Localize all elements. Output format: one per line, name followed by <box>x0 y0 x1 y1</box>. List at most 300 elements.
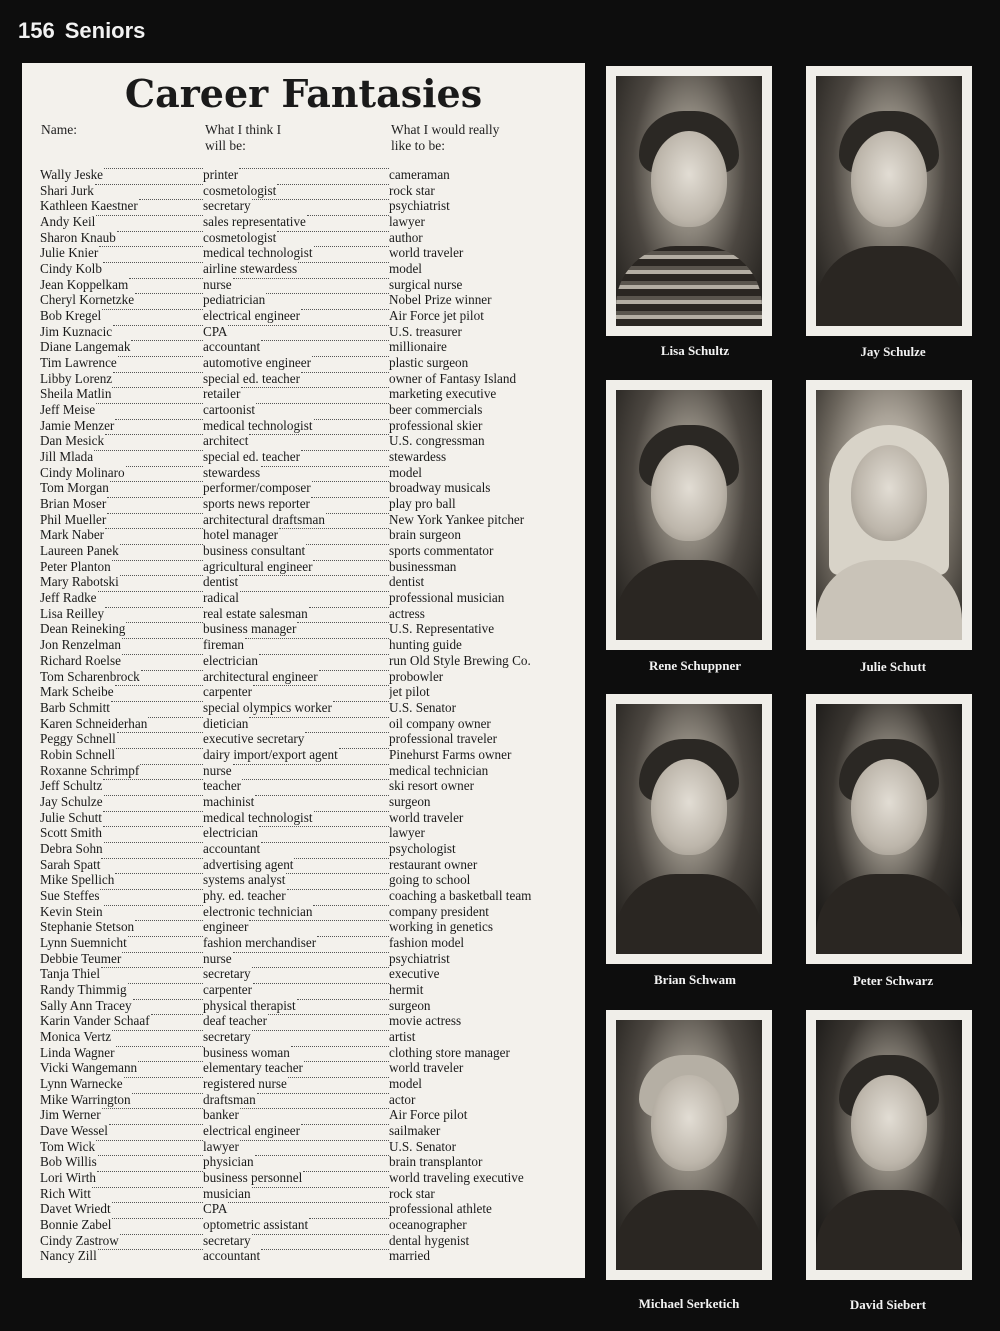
dream-career: actor <box>389 1091 416 1107</box>
dream-career: Air Force pilot <box>389 1107 468 1123</box>
student-name: Nancy Zill <box>40 1248 97 1264</box>
expected-career: carpenter <box>203 981 253 997</box>
student-name: Tom Wick <box>40 1138 96 1154</box>
dream-career: stewardess <box>389 449 447 465</box>
student-name: Randy Thimmig <box>40 981 127 997</box>
dream-career: married <box>389 1248 431 1264</box>
expected-career: accountant <box>203 1248 261 1264</box>
expected-career: pediatrician <box>203 292 266 308</box>
expected-career: electrical engineer <box>203 308 301 324</box>
list-item <box>40 778 580 794</box>
list-item <box>40 1201 580 1217</box>
dream-career: working in genetics <box>389 919 494 935</box>
list-item <box>40 402 580 418</box>
dream-career: clothing store manager <box>389 1044 510 1060</box>
list-item <box>40 1029 580 1045</box>
column-header-like: What I would really like to be: <box>391 122 500 153</box>
student-name: Barb Schmitt <box>40 699 110 715</box>
student-name: Tim Lawrence <box>40 355 117 371</box>
career-fantasies-panel <box>22 63 585 1278</box>
dream-career: ski resort owner <box>389 778 474 794</box>
expected-career: dietician <box>203 715 249 731</box>
portrait-caption: Julie Schutt <box>859 659 927 674</box>
student-name: Dean Reineking <box>40 621 126 637</box>
portrait-photo <box>606 66 772 336</box>
dream-career: professional traveler <box>389 731 498 747</box>
student-name: Karin Vander Schaaf <box>40 1013 150 1029</box>
dream-career: owner of Fantasy Island <box>389 370 517 386</box>
student-name: Tom Morgan <box>40 480 109 496</box>
list-item <box>40 418 580 434</box>
expected-career: secretary <box>203 198 251 214</box>
list-item <box>40 292 580 308</box>
student-name: Andy Keil <box>40 214 96 230</box>
student-name: Sheila Matlin <box>40 386 112 402</box>
dream-career: actress <box>389 605 425 621</box>
list-item <box>40 433 580 449</box>
dream-career: artist <box>389 1028 416 1044</box>
student-name: Julie Knier <box>40 245 99 261</box>
expected-career: retailer <box>203 386 241 402</box>
expected-career: draftsman <box>203 1091 256 1107</box>
student-name: Bonnie Zabel <box>40 1217 112 1233</box>
portrait-caption: Brian Schwam <box>654 972 736 987</box>
list-item <box>40 1170 580 1186</box>
student-name: Jim Kuznacic <box>40 323 113 339</box>
list-item <box>40 1217 580 1233</box>
expected-career: sports news reporter <box>203 496 310 512</box>
expected-career: phy. ed. teacher <box>203 887 286 903</box>
student-name: Sharon Knaub <box>40 229 116 245</box>
student-name: Mike Spellich <box>40 872 115 888</box>
expected-career: machinist <box>203 793 255 809</box>
expected-career: nurse <box>203 276 232 292</box>
dream-career: sailmaker <box>389 1122 441 1138</box>
list-item <box>40 935 580 951</box>
student-name: Jay Schulze <box>40 793 103 809</box>
expected-career: registered nurse <box>203 1075 287 1091</box>
student-name: Jamie Menzer <box>40 417 115 433</box>
student-name: Vicki Wangemann <box>40 1060 138 1076</box>
list-item <box>40 1076 580 1092</box>
list-item <box>40 1123 580 1139</box>
portrait-image <box>616 1020 762 1270</box>
portrait-photo <box>806 66 972 336</box>
dream-career: surgeon <box>389 793 431 809</box>
student-name: Lori Wirth <box>40 1170 96 1185</box>
portrait-caption: Peter Schwarz <box>852 973 934 988</box>
list-item <box>40 183 580 199</box>
expected-career: electrician <box>203 825 258 841</box>
portrait-image <box>616 76 762 326</box>
portrait-image <box>616 390 762 640</box>
expected-career: radical <box>203 590 239 606</box>
student-name: Jeff Meise <box>40 402 96 418</box>
student-name: Debbie Teumer <box>40 950 122 966</box>
list-item <box>40 339 580 355</box>
list-item <box>40 1013 580 1029</box>
student-name: Kevin Stein <box>40 903 103 919</box>
list-item <box>40 951 580 967</box>
expected-career: banker <box>203 1107 239 1123</box>
expected-career: fireman <box>203 637 245 653</box>
expected-career: electrical engineer <box>203 1122 301 1138</box>
portrait-photo <box>806 380 972 650</box>
dream-career: lawyer <box>389 214 425 230</box>
portrait-photo <box>806 694 972 964</box>
list-item <box>40 1092 580 1108</box>
list-item <box>40 637 580 653</box>
student-name: Wally Jeske <box>40 167 104 182</box>
student-name: Mary Rabotski <box>40 574 119 590</box>
expected-career: stewardess <box>203 464 261 480</box>
dream-career: model <box>389 1075 422 1091</box>
student-name: Robin Schnell <box>40 746 116 762</box>
list-item <box>40 825 580 841</box>
list-item <box>40 449 580 465</box>
list-item <box>40 496 580 512</box>
portrait-image <box>816 76 962 326</box>
expected-career: accountant <box>203 840 261 856</box>
dream-career: New York Yankee pitcher <box>389 511 525 527</box>
dream-career: fashion model <box>389 934 465 950</box>
list-item <box>40 684 580 700</box>
student-name: Mike Warrington <box>40 1091 131 1107</box>
list-item <box>40 1233 580 1249</box>
dream-career: rock star <box>389 182 435 198</box>
dream-career: U.S. Senator <box>389 699 457 715</box>
dream-career: psychiatrist <box>389 950 450 966</box>
list-item <box>40 810 580 826</box>
dream-career: businessman <box>389 558 457 574</box>
expected-career: secretary <box>203 1028 251 1044</box>
expected-career: architect <box>203 433 249 449</box>
dream-career: oceanographer <box>389 1217 467 1233</box>
student-name: Karen Schneiderhan <box>40 715 148 731</box>
list-item <box>40 966 580 982</box>
list-item <box>40 465 580 481</box>
expected-career: CPA <box>203 1201 228 1217</box>
expected-career: medical technologist <box>203 245 313 261</box>
dream-career: hunting guide <box>389 637 462 653</box>
list-item <box>40 308 580 324</box>
dream-career: beer commercials <box>389 402 483 418</box>
student-name: Brian Moser <box>40 496 107 512</box>
list-item <box>40 700 580 716</box>
expected-career: agricultural engineer <box>203 558 313 574</box>
dream-career: author <box>389 229 423 245</box>
portrait-caption: Michael Serketich <box>638 1296 740 1311</box>
expected-career: electrician <box>203 652 258 668</box>
expected-career: automotive engineer <box>203 355 312 371</box>
expected-career: systems analyst <box>203 872 286 888</box>
portrait-caption: David Siebert <box>849 1297 927 1312</box>
expected-career: business consultant <box>203 543 306 559</box>
list-item <box>40 621 580 637</box>
list-item <box>40 386 580 402</box>
dream-career: U.S. congressman <box>389 433 485 449</box>
student-name: Julie Schutt <box>40 809 102 825</box>
column-header-think: What I think I will be: <box>205 122 282 153</box>
student-name: Monica Vertz <box>40 1028 112 1044</box>
dream-career: surgeon <box>389 997 431 1013</box>
student-name: Davet Wriedt <box>40 1201 111 1217</box>
dream-career: coaching a basketball team <box>389 887 532 903</box>
student-name: Roxanne Schrimpf <box>40 762 140 778</box>
list-item <box>40 1154 580 1170</box>
student-name: Dave Wessel <box>40 1122 108 1138</box>
list-item <box>40 574 580 590</box>
student-name: Diane Langemak <box>40 339 131 355</box>
expected-career: nurse <box>203 950 232 966</box>
student-name: Kathleen Kaestner <box>40 198 138 214</box>
expected-career: airline stewardess <box>203 261 298 277</box>
section-title: Seniors <box>64 18 146 43</box>
student-name: Libby Lorenz <box>40 370 113 386</box>
dream-career: sports commentator <box>389 543 494 559</box>
list-item <box>40 794 580 810</box>
list-item <box>40 716 580 732</box>
dream-career: marketing executive <box>389 386 497 402</box>
dream-career: model <box>389 464 422 480</box>
portrait-caption: Lisa Schultz <box>660 343 730 358</box>
list-item <box>40 167 580 183</box>
dream-career: going to school <box>389 872 471 888</box>
student-name: Cindy Kolb <box>40 261 102 277</box>
student-name: Richard Roelse <box>40 652 121 668</box>
student-name: Lynn Warnecke <box>40 1075 123 1091</box>
student-name: Sarah Spatt <box>40 856 101 872</box>
dream-career: lawyer <box>389 825 425 841</box>
expected-career: fashion merchandiser <box>203 934 317 950</box>
expected-career: secretary <box>203 1232 251 1248</box>
expected-career: cosmetologist <box>203 182 277 198</box>
dream-career: probowler <box>389 668 444 684</box>
dream-career: surgical nurse <box>389 276 463 292</box>
list-item <box>40 355 580 371</box>
dream-career: world traveler <box>389 809 464 825</box>
list-item <box>40 669 580 685</box>
dream-career: run Old Style Brewing Co. <box>389 652 531 668</box>
dream-career: professional skier <box>389 417 483 433</box>
list-item <box>40 998 580 1014</box>
dream-career: company president <box>389 903 489 919</box>
portrait-image <box>816 704 962 954</box>
dream-career: brain transplantor <box>389 1154 483 1170</box>
expected-career: accountant <box>203 339 261 355</box>
dream-career: rock star <box>389 1185 435 1201</box>
student-name: Peter Planton <box>40 558 111 574</box>
list-item <box>40 245 580 261</box>
expected-career: special ed. teacher <box>203 449 301 465</box>
list-item <box>40 1186 580 1202</box>
expected-career: printer <box>203 167 239 182</box>
expected-career: physician <box>203 1154 254 1170</box>
student-name: Cindy Molinaro <box>40 464 125 480</box>
list-item <box>40 606 580 622</box>
expected-career: real estate salesman <box>203 605 308 621</box>
expected-career: dairy import/export agent <box>203 746 338 762</box>
dream-career: broadway musicals <box>389 480 491 496</box>
student-name: Bob Willis <box>40 1154 97 1170</box>
list-item <box>40 230 580 246</box>
expected-career: performer/composer <box>203 480 311 496</box>
list-item <box>40 590 580 606</box>
student-name: Debra Sohn <box>40 840 103 856</box>
student-name: Cheryl Kornetzke <box>40 292 135 308</box>
portrait-image <box>616 704 762 954</box>
expected-career: secretary <box>203 966 251 982</box>
expected-career: advertising agent <box>203 856 294 872</box>
student-name: Mark Scheibe <box>40 684 114 700</box>
list-item <box>40 731 580 747</box>
list-item <box>40 371 580 387</box>
expected-career: special ed. teacher <box>203 370 301 386</box>
dream-career: dental hygenist <box>389 1232 470 1248</box>
list-item <box>40 904 580 920</box>
expected-career: medical technologist <box>203 809 313 825</box>
expected-career: sales representative <box>203 214 306 230</box>
dream-career: executive <box>389 966 440 982</box>
dream-career: play pro ball <box>389 496 456 512</box>
student-name: Jean Koppelkam <box>40 276 129 292</box>
dream-career: cameraman <box>389 167 450 182</box>
list-item <box>40 198 580 214</box>
page-header <box>18 18 145 44</box>
expected-career: physical therapist <box>203 997 296 1013</box>
dream-career: medical technician <box>389 762 489 778</box>
dream-career: Pinehurst Farms owner <box>389 746 512 762</box>
dream-career: world traveler <box>389 245 464 261</box>
portrait-photo <box>606 694 772 964</box>
expected-career: deaf teacher <box>203 1013 268 1029</box>
expected-career: hotel manager <box>203 527 279 543</box>
dream-career: plastic surgeon <box>389 355 469 371</box>
list-item <box>40 1045 580 1061</box>
dream-career: restaurant owner <box>389 856 478 872</box>
dream-career: oil company owner <box>389 715 491 731</box>
list-item <box>40 480 580 496</box>
dream-career: psychiatrist <box>389 198 450 214</box>
list-item <box>40 261 580 277</box>
list-item <box>40 1248 580 1264</box>
dream-career: professional musician <box>389 590 505 606</box>
list-item <box>40 324 580 340</box>
list-item <box>40 277 580 293</box>
list-item <box>40 763 580 779</box>
portrait-image <box>816 1020 962 1270</box>
expected-career: electronic technician <box>203 903 313 919</box>
portrait-photo <box>606 380 772 650</box>
list-item <box>40 888 580 904</box>
student-name: Jill Mlada <box>40 449 94 465</box>
list-item <box>40 527 580 543</box>
expected-career: carpenter <box>203 684 253 700</box>
list-item <box>40 857 580 873</box>
student-name: Shari Jurk <box>40 182 94 198</box>
expected-career: engineer <box>203 919 249 935</box>
dream-career: jet pilot <box>389 684 430 700</box>
student-name: Rich Witt <box>40 1185 91 1201</box>
portrait-caption: Rene Schuppner <box>648 658 742 673</box>
dream-career: millionaire <box>389 339 447 355</box>
dream-career: dentist <box>389 574 425 590</box>
expected-career: teacher <box>203 778 242 794</box>
list-item <box>40 559 580 575</box>
expected-career: cartoonist <box>203 402 256 418</box>
expected-career: cosmetologist <box>203 229 277 245</box>
expected-career: business manager <box>203 621 297 637</box>
dream-career: U.S. Senator <box>389 1138 457 1154</box>
student-name: Scott Smith <box>40 825 102 841</box>
expected-career: optometric assistant <box>203 1217 309 1233</box>
student-name: Jeff Radke <box>40 590 97 606</box>
student-name: Jeff Schultz <box>40 778 103 794</box>
dream-career: brain surgeon <box>389 527 461 543</box>
dream-career: world traveling executive <box>389 1170 524 1185</box>
page-number: 156 <box>18 18 55 43</box>
student-name: Laureen Panek <box>40 543 119 559</box>
list-item <box>40 653 580 669</box>
expected-career: CPA <box>203 323 228 339</box>
student-name: Lisa Reilley <box>40 605 105 621</box>
expected-career: executive secretary <box>203 731 305 747</box>
expected-career: architectural draftsman <box>203 511 325 527</box>
student-name: Dan Mesick <box>40 433 105 449</box>
list-item <box>40 1139 580 1155</box>
student-name: Linda Wagner <box>40 1044 115 1060</box>
dream-career: U.S. treasurer <box>389 323 462 339</box>
portrait-photo <box>806 1010 972 1280</box>
expected-career: architectural engineer <box>203 668 318 684</box>
portrait-image <box>816 390 962 640</box>
list-item <box>40 214 580 230</box>
career-list <box>40 167 580 1264</box>
column-header-name: Name: <box>41 122 77 137</box>
dream-career: hermit <box>389 981 424 997</box>
list-item <box>40 747 580 763</box>
dream-career: Air Force jet pilot <box>389 308 484 324</box>
list-item <box>40 872 580 888</box>
student-name: Cindy Zastrow <box>40 1232 119 1248</box>
list-item <box>40 982 580 998</box>
dream-career: world traveler <box>389 1060 464 1076</box>
list-item <box>40 1107 580 1123</box>
list-item <box>40 919 580 935</box>
expected-career: musician <box>203 1185 251 1201</box>
dream-career: psychologist <box>389 840 456 856</box>
student-name: Bob Kregel <box>40 308 102 324</box>
student-name: Peggy Schnell <box>40 731 116 747</box>
dream-career: U.S. Representative <box>389 621 495 637</box>
dream-career: Nobel Prize winner <box>389 292 492 308</box>
dream-career: model <box>389 261 422 277</box>
expected-career: lawyer <box>203 1138 239 1154</box>
portrait-caption: Jay Schulze <box>860 344 926 359</box>
expected-career: medical technologist <box>203 417 313 433</box>
expected-career: business woman <box>203 1044 290 1060</box>
student-name: Phil Mueller <box>40 511 107 527</box>
list-item <box>40 512 580 528</box>
list-item <box>40 841 580 857</box>
expected-career: nurse <box>203 762 232 778</box>
list-item <box>40 1060 580 1076</box>
student-name: Tom Scharenbrock <box>40 668 140 684</box>
student-name: Mark Naber <box>40 527 105 543</box>
portrait-photo <box>606 1010 772 1280</box>
expected-career: special olympics worker <box>203 699 332 715</box>
list-item <box>40 543 580 559</box>
